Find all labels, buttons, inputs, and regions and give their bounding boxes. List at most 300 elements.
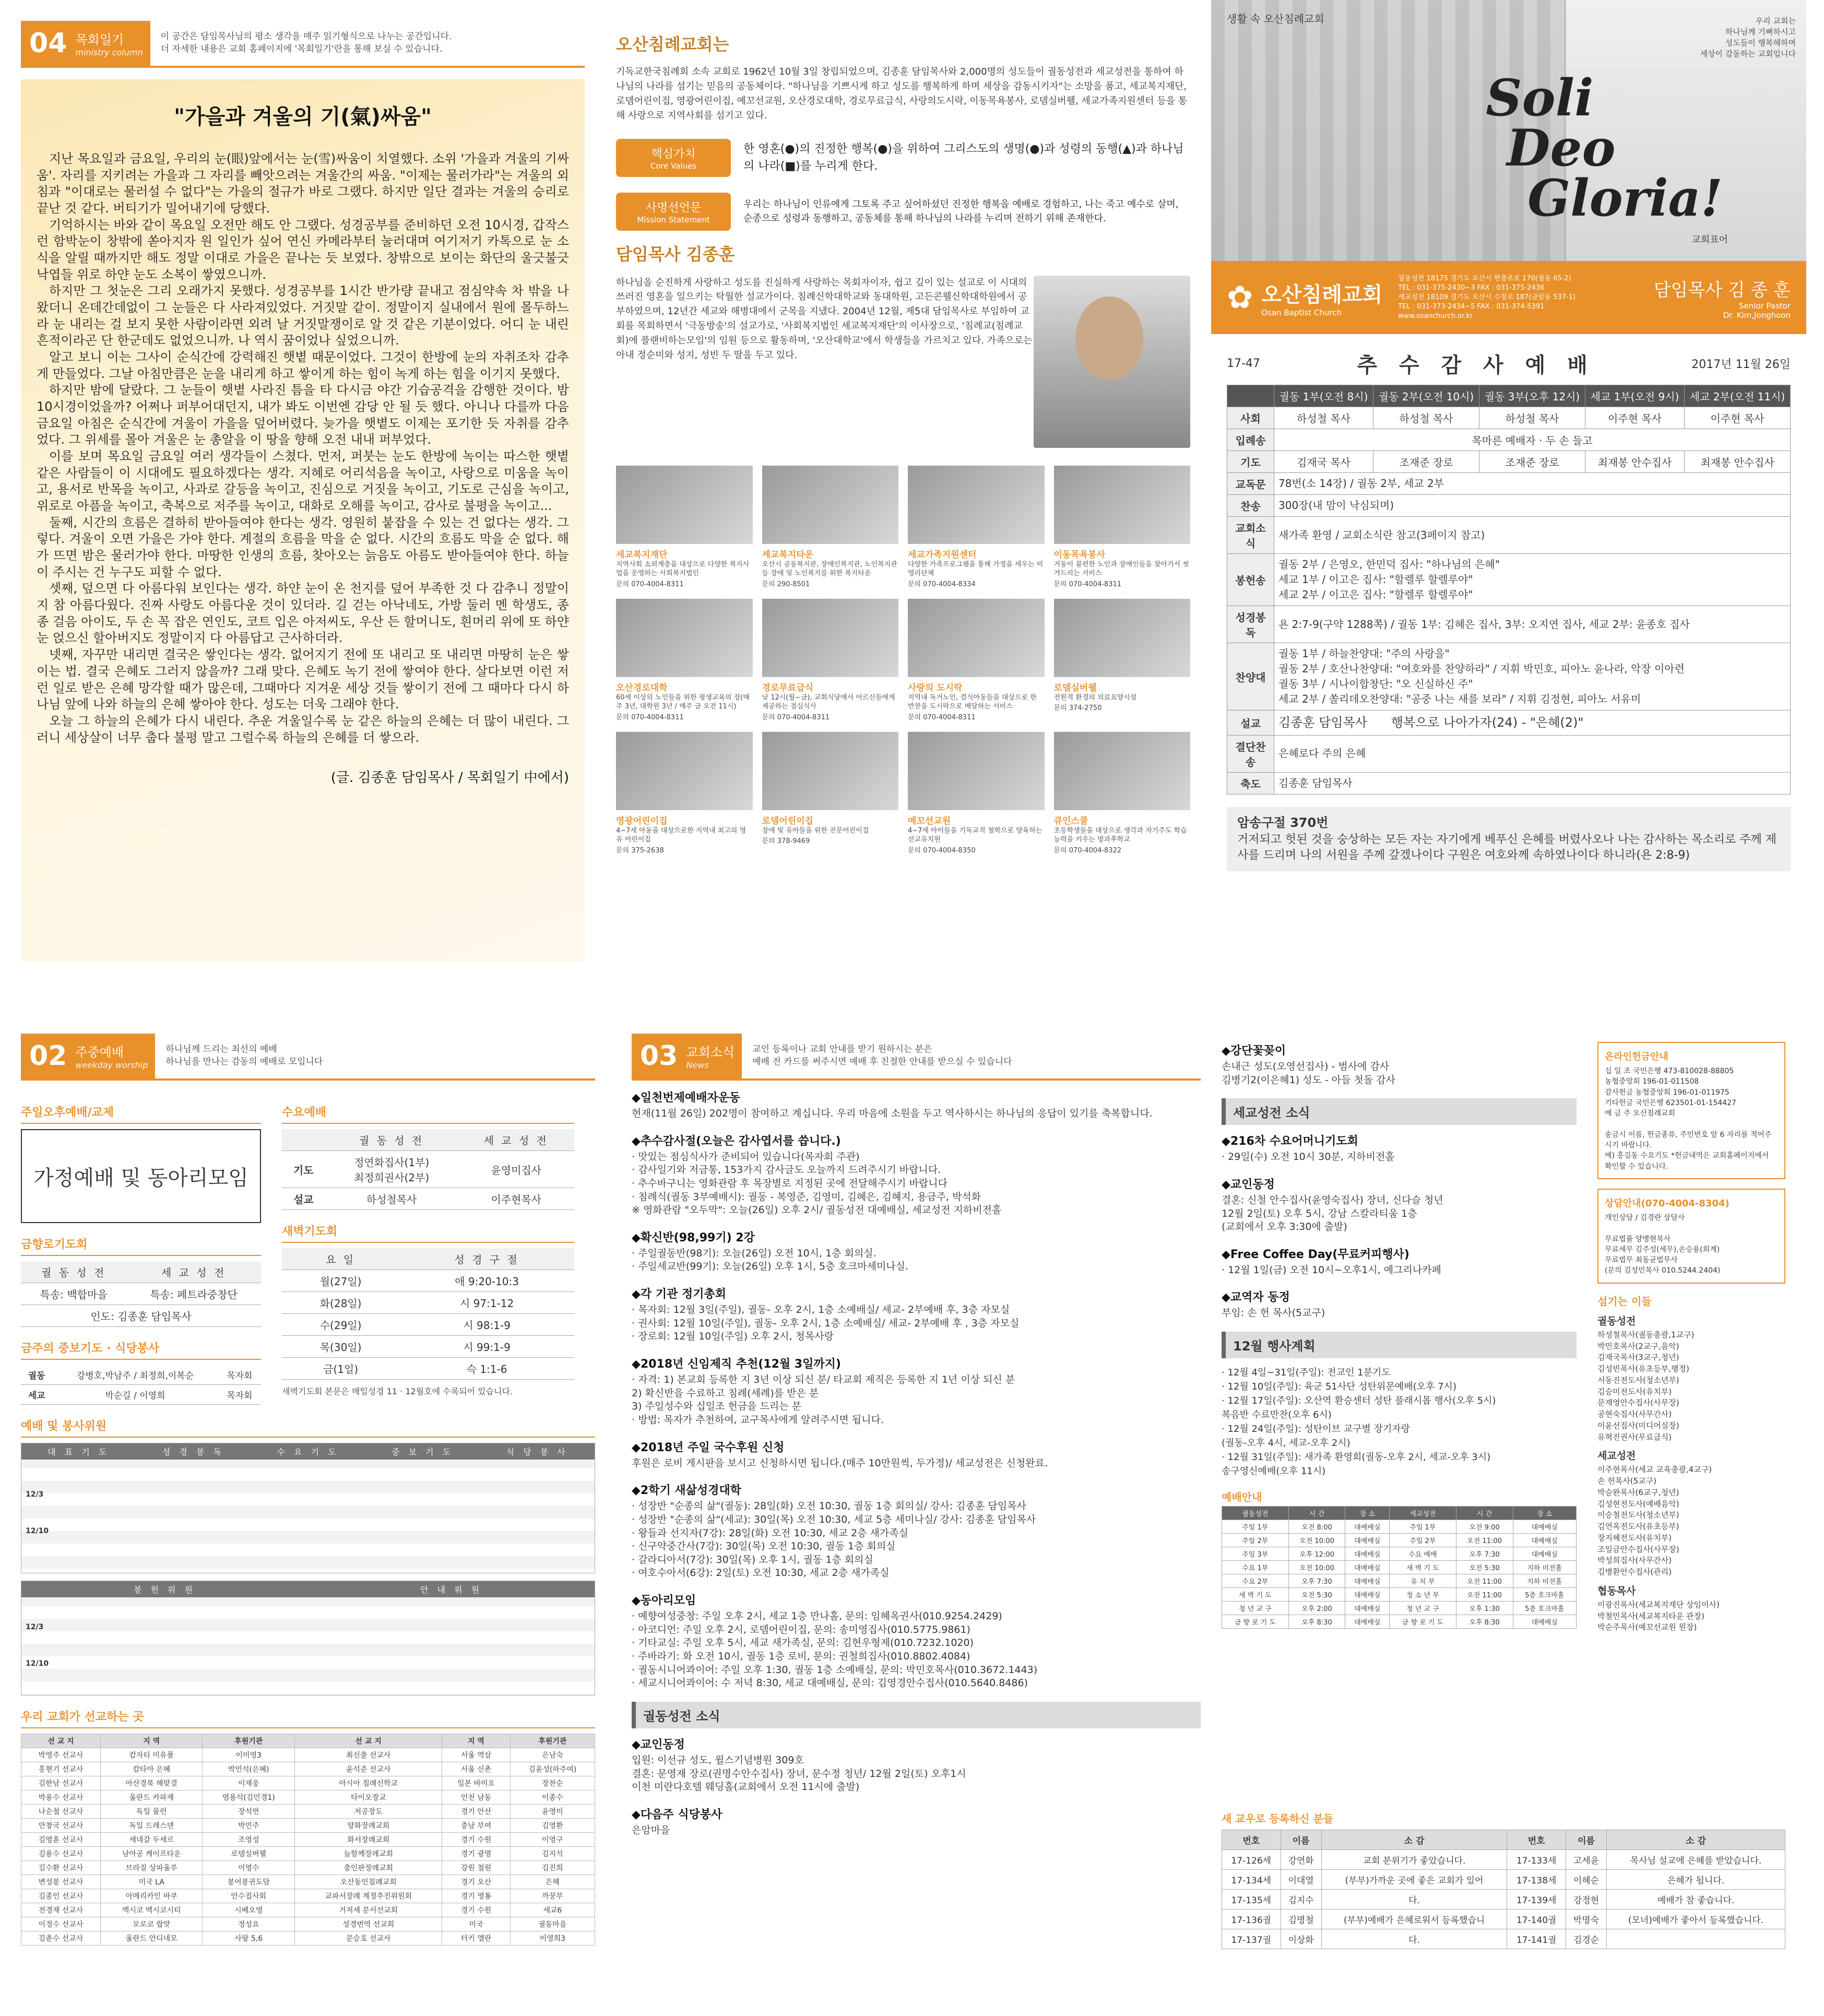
registration-section xyxy=(1222,1806,1785,1949)
ministry-photo xyxy=(908,599,1045,677)
section-title xyxy=(75,21,150,67)
ministry-card xyxy=(616,599,753,721)
table-row xyxy=(21,1931,595,1946)
table-header: 지 역 xyxy=(442,1734,510,1748)
table-row xyxy=(21,1903,595,1917)
table-row xyxy=(1227,517,1791,554)
core-values-row xyxy=(616,139,1190,177)
ministry-desc: 초등학생들을 대상으로 생각과 자기주도 학습능력을 키우는 방과후학교 xyxy=(1053,826,1187,844)
table-cell: 아시아 침례신학교 xyxy=(295,1776,442,1790)
table-cell: 궐동 1부 / 하늘찬양대: "주의 사랑을" 궐동 2부 / 호산나찬양대: "여호와를 찬양하라" / 지휘 박민호, 피아노 윤나라, 악장 이아련 궐동 3부 / 시나이합창단: "오 신실하신 주" 세교 2부 / 쏠리데오찬양대: "공중 나는 새를 보라" / 지휘 김정현, 피아노 서유미 xyxy=(1274,643,1791,710)
ministry-card xyxy=(616,732,753,855)
ministry-name: 이동목욕봉사 xyxy=(1053,549,1106,560)
section-description: 하나님께 드리는 최선의 예배 하나님을 만나는 감동의 예배로 모입니다 xyxy=(165,1044,323,1067)
table-cell: 나순철 선교사 xyxy=(21,1805,101,1819)
ministry-contact: 문의 070-4004-8311 xyxy=(616,713,684,721)
column-signature: (글. 김종훈 담임목사 / 목회일기 中에서) xyxy=(330,770,569,786)
table-cell: 오후 2:00 xyxy=(1288,1602,1345,1615)
table-cell: 오후 8:30 xyxy=(1456,1615,1513,1629)
news-item-text: · 목자회: 12월 3일(주일), 궐동- 오후 2시, 1층 소예배실/ 세교- 2부예배 후, 3층 자모실 · 권사회: 12월 10일(주일), 궐동- 오후 2시, 1층 소예배실/ 세교- 2부예배 후 , 3층 자모실 · 장로회: 12월 10일(주일) 오후 2시, 청목사랑 xyxy=(632,1304,1020,1343)
church-name-en: Osan Baptist Church xyxy=(1261,307,1342,317)
memory-verse-title: 암송구절 370번 xyxy=(1237,815,1329,830)
ministry-desc: 오산시 공동복지관, 장애인복지관, 노인복지관 등 장애 및 노인복지를 위한 복지타운 xyxy=(762,560,897,578)
servers-table xyxy=(21,1443,595,1573)
table-cell: 오전 5:30 xyxy=(1456,1561,1513,1574)
table-header: 안 내 위 원 xyxy=(420,1585,483,1595)
staff-coop-list: 이광진목사(세교복지재단 상임이사) 박철민목사(세교복지타운 관장) 박순주목사(예꼬선교원 원장) xyxy=(1597,1599,1720,1632)
table-row xyxy=(1222,1850,1785,1870)
motto-caption: 교회표어 xyxy=(1691,234,1728,245)
table-cell: 17-136궐 xyxy=(1222,1910,1281,1929)
table-cell: 성경번역 선교회 xyxy=(295,1917,442,1931)
news-item xyxy=(632,1439,1201,1471)
table-header: 지 역 xyxy=(100,1734,202,1748)
flower-items xyxy=(1222,1042,1577,1087)
table-cell: 전경재 선교사 xyxy=(21,1903,101,1917)
ministry-contact: 문의 378-9469 xyxy=(762,837,810,846)
ministry-photo xyxy=(1054,732,1191,810)
registration-table xyxy=(1222,1830,1785,1949)
table-cell: 5층 호크마홀 xyxy=(1513,1588,1577,1602)
table-row xyxy=(21,1790,595,1805)
table-header: 이름 xyxy=(1566,1830,1606,1850)
table-cell: 17-134세 xyxy=(1222,1870,1281,1890)
ministry-contact: 문의 374-2750 xyxy=(1053,704,1102,713)
table-cell: 이상화 xyxy=(1281,1929,1321,1949)
table-cell: 오전 11:00 xyxy=(1456,1534,1513,1547)
news-item-title: ◆216차 수요어머니기도회 xyxy=(1222,1135,1358,1148)
table-header xyxy=(282,1129,325,1151)
table-header: 번호 xyxy=(1222,1830,1281,1850)
schedule-heading: 예배안내 xyxy=(1222,1491,1262,1504)
table-header: 소 감 xyxy=(1321,1830,1507,1850)
table-cell: 17-141궐 xyxy=(1507,1929,1566,1949)
ministry-name: 세교복지타운 xyxy=(762,549,814,560)
church-motto xyxy=(1486,68,1723,228)
table-cell: 궐동마을 xyxy=(510,1917,595,1931)
page-header xyxy=(632,1034,1201,1081)
table-header: 선 교 지 xyxy=(295,1734,442,1748)
ministry-contact: 문의 070-4004-8311 xyxy=(1053,580,1122,588)
ministry-photo xyxy=(1054,466,1191,544)
gwol-news-items xyxy=(632,1736,1201,1837)
table-cell: 대예배실 xyxy=(1513,1547,1577,1561)
section-title xyxy=(75,1034,155,1080)
table-cell: 대예배실 xyxy=(1345,1547,1390,1561)
table-row xyxy=(1222,1588,1577,1602)
table-header: 궐 동 성 전 xyxy=(21,1261,126,1283)
table-cell: 주일 2부 xyxy=(1390,1534,1456,1547)
table-cell: (부부)가까운 곳에 좋은 교회가 있어 xyxy=(1321,1870,1507,1890)
staff-heading: 섬기는 이들 xyxy=(1597,1295,1652,1308)
table-cell: 17-138세 xyxy=(1507,1870,1566,1890)
ministry-column-page xyxy=(21,21,585,976)
news-item-text: · 주일궐동반(98기): 오늘(26일) 오전 10시, 1층 회의실. · 주일세교반(99기): 오늘(26일) 오후 1시, 5층 호크마세미나실. xyxy=(632,1247,909,1273)
table-row xyxy=(1227,643,1791,710)
table-cell: 김영훈 선교사 xyxy=(21,1833,101,1847)
table-header: 번호 xyxy=(1507,1830,1566,1850)
table-cell: 17-135세 xyxy=(1222,1890,1281,1910)
table-cell: 세교6 xyxy=(510,1903,595,1917)
table-cell: 김한남 선교사 xyxy=(21,1776,101,1790)
news-item-title: ◆동아리모임 xyxy=(632,1594,696,1608)
table-header: 궐동 2부(오전 10시) xyxy=(1373,385,1479,407)
table-row xyxy=(1227,772,1791,794)
sunday-box: 가정예배 및 동아리모임 xyxy=(21,1129,261,1223)
table-cell: 화(28일) xyxy=(282,1292,399,1314)
table-cell: 17-140궐 xyxy=(1507,1910,1566,1929)
servers-header xyxy=(21,1443,595,1460)
memory-verse xyxy=(1227,807,1791,871)
row-label: 교독문 xyxy=(1227,473,1274,495)
mission-table xyxy=(21,1734,595,1946)
table-cell: 사랑 5,6 xyxy=(203,1931,295,1946)
ministry-name: 로뎀실버웰 xyxy=(1053,682,1097,693)
ministry-photo xyxy=(616,599,753,677)
worship-left xyxy=(21,1091,261,1405)
table-cell: 박민주 xyxy=(203,1819,295,1833)
table-cell: 멕시코 멕시코시티 xyxy=(100,1903,202,1917)
staff-sego-list: 이주현목사(세교 교육총괄,4교구) 손 헌목사(5교구) 박승완목사(6교구,청년) 김성현전도사(예배음악) 이승철전도사(청소년부) 김연옥전도사(유초등부) 장지혜전도사(유치부) 조일금안수집사(사무장) 박성희집사(사무간사) 김병환안수집사(관리) xyxy=(1597,1465,1712,1576)
friday-table xyxy=(21,1261,261,1327)
table-cell: 김명철 xyxy=(1281,1910,1321,1929)
ministry-name: 세교복지재단 xyxy=(616,549,668,560)
news-item-text: 결혼: 신철 안수집사(윤영숙집사) 장녀, 신다슬 청년 12월 2일(토) 오후 5시, 강남 스칼라티움 1층 (교회에서 오후 3:30에 출발) xyxy=(1222,1194,1443,1233)
table-cell: 다. xyxy=(1321,1890,1507,1910)
table-cell: 오후 1:30 xyxy=(1456,1602,1513,1615)
ministry-photo xyxy=(762,599,899,677)
service-date: 2017년 11월 26일 xyxy=(1691,358,1791,371)
table-cell: 윤석준 선교사 xyxy=(295,1762,442,1776)
dawn-table xyxy=(282,1248,574,1380)
table-cell: 아메리카인 바쿠 xyxy=(100,1889,202,1903)
table-cell: 대예배실 xyxy=(1513,1534,1577,1547)
table-cell: 목(30일) xyxy=(282,1336,399,1358)
table-header: 대 표 기 도 xyxy=(48,1447,110,1457)
news-item-title: ◆각 기관 정기총회 xyxy=(632,1288,727,1301)
core-values-label xyxy=(616,139,731,177)
ministry-photo xyxy=(1054,599,1191,677)
table-row xyxy=(1222,1615,1577,1629)
table-cell: 최재봉 안수집사 xyxy=(1585,451,1684,473)
table-cell: 서울 역삼 xyxy=(442,1748,510,1762)
news-item-title: ◆Free Coffee Day(무료커피행사) xyxy=(1222,1248,1410,1261)
table-cell: (부부)예배가 은혜로워서 등록했습니 xyxy=(1321,1910,1507,1929)
table-row xyxy=(282,1270,574,1292)
mission-row xyxy=(616,193,1190,231)
sego-news-heading: 세교성전 소식 xyxy=(1222,1098,1577,1125)
row-label: 결단찬송 xyxy=(1227,735,1274,772)
table-cell: 오전 9:00 xyxy=(1456,1520,1513,1534)
table-cell: 조재준 장로 xyxy=(1373,451,1479,473)
column-paragraph: 둘째, 시간의 흐름은 결하히 받아들여야 한다는 생각. 영원히 붙잡을 수 있는 건 없다는 생각. 그렇다. 겨울이 오면 가을은 가야 한다. 계절의 흐름을 막을 순 없다. 시간의 흐름도 막을 순 없다. 해가 뜨면 밤은 물러가야 한다. 마땅한 인생의 흐름, 찾아오는 늙음도 아름도 받아들여야 한다. 하늘이 주시는 건 누구도 피할 수 없다. xyxy=(37,515,569,579)
counseling-text: 개인상담 / 김경란 상담사 무료법률 양병현목사 무료세무 김주성(세무),손승용(회계) 무료법무 최동균법무사 (문의 김성민목사 010.5244.2404) xyxy=(1605,1213,1721,1275)
memory-verse-text: 거저되고 헛된 것을 숭상하는 모든 자는 자기에게 베푸신 은혜를 버렸사오나 나는 감사하는 목소리로 주께 제사를 드리며 나의 서원을 주께 갚겠나이다 구원은 여호와께 속하였나이다 하니라(욘 2:8-9) xyxy=(1237,833,1776,862)
table-cell: 슥 1:1-6 xyxy=(399,1358,574,1380)
online-offering-text: 십 일 조 국민은행 473-810028-88805 농협중앙회 196-01-011508 감사헌금 농협중앙회 196-01-011975 기타헌금 국민은행 623501-01-154427 예 금 주 오산침례교회 송금시 이름, 헌금종류, 주민번호 앞 6 자리를 적어주시기 바랍니다. 예) 홍길동 수요기도 *헌금내역은 교회홈페이지에서 확인할 수 있습니다. xyxy=(1605,1067,1772,1171)
service-title: 추 수 감 사 예 배 xyxy=(1357,353,1595,377)
table-header: 장 소 xyxy=(1513,1507,1577,1520)
table-cell: 박민석(은혜) xyxy=(203,1762,295,1776)
table-cell: 캄자티 미유폴 xyxy=(100,1748,202,1762)
motto-line: Gloria! xyxy=(1527,169,1723,228)
dawn-note: 새벽기도회 본문은 매일성경 11 · 12월호에 수록되어 있습니다. xyxy=(282,1386,513,1396)
table-cell: 욘 2:7-9(구약 1288쪽) / 궐동 1부: 김혜은 집사, 3부: 오지연 집사, 세교 2부: 윤종호 집사 xyxy=(1274,606,1791,643)
row-label: 기도 xyxy=(1227,451,1274,473)
news-item xyxy=(632,1481,1201,1580)
table-cell: 김지수 xyxy=(1281,1890,1321,1910)
table-cell: 김지석 xyxy=(510,1847,595,1861)
table-row xyxy=(1222,1520,1577,1534)
ministry-card xyxy=(908,732,1045,855)
ministry-card xyxy=(762,466,899,588)
row-label: 찬양대 xyxy=(1227,643,1274,710)
news-item xyxy=(632,1592,1201,1690)
news-sidebar xyxy=(1597,1042,1785,1849)
table-cell: 세교 xyxy=(21,1385,52,1405)
counseling-heading: 상담안내(070-4004-8304) xyxy=(1605,1197,1730,1209)
ministry-desc: 낮 12시(월~금), 교회식당에서 어르신들에게 제공하는 점심식사 xyxy=(762,693,895,711)
table-cell: 강병호,박남주 / 최정희,이복순 xyxy=(52,1365,218,1385)
ministry-contact: 문의 290-8501 xyxy=(762,580,810,588)
table-row xyxy=(1222,1929,1785,1949)
ministry-desc: 4~7세 아동을 대상으로한 지역내 최고의 영유 어린이집 xyxy=(616,826,747,844)
table-cell: 교회 분위기가 좋았습니다. xyxy=(1321,1850,1507,1870)
table-cell: 금(1일) xyxy=(282,1358,399,1380)
ministry-desc: 지역내 독거노인, 결식아동들을 대상으로 한 반찬을 도시락으로 배달하는 서비스 xyxy=(908,693,1037,711)
staff-gwol-heading: 궐동성전 xyxy=(1597,1315,1636,1327)
december-events: · 12월 4일~31일(주일): 전교인 1분기도 · 12월 10일(주일): 육군 51사단 성탄위문예배(오후 7시) · 12월 17일(주일): 오산역 환승센터 성탄 플래시몹 행사(오후 5시) 복음반 수료만찬(오후 6시) · 12월 24일(주일): 성탄이브 교구별 장기자랑 (궐동-오후 4시, 세교-오후 2시) · 12월 31일(주일): 새가족 환영회(궐동-오후 2시, 세교-오후 3시) 송구영신예배(오후 11시) xyxy=(1222,1367,1496,1477)
table-cell: 경기 수원 xyxy=(442,1833,510,1847)
table-row xyxy=(21,1365,261,1385)
pastor-photo xyxy=(1034,276,1190,448)
ministry-contact: 문의 070-4004-8350 xyxy=(908,846,976,855)
table-cell: 김수환 선교사 xyxy=(21,1861,101,1875)
table-cell: 오후 7:30 xyxy=(1456,1547,1513,1561)
table-header: 세교 1부(오전 9시) xyxy=(1585,385,1684,407)
section-title-en: News xyxy=(686,1060,709,1070)
church-address: 궐동성전 18175 경기도 오산시 현충로로 170(궐동 65-2) TEL : 031-375-2430~3 FAX : 031-375-2436 세교성전 18109 경기도 오산시 수청로 187(금암동 537-1) TEL : 031-373-2434~5 FAX : 031-374-5391 www.osanchurch.or.kr xyxy=(1398,274,1576,321)
table-cell: 오전 11:00 xyxy=(1456,1574,1513,1588)
news-item-title: ◆확신반(98,99기) 2강 xyxy=(632,1231,755,1244)
table-cell: 저공장도 xyxy=(295,1805,442,1819)
ministry-desc: 4~7세 아이들을 기독교적 철학으로 양육하는 선교유치원 xyxy=(908,826,1043,844)
table-cell: 은남숙 xyxy=(510,1748,595,1762)
core-values-label-ko: 핵심가치 xyxy=(651,147,696,161)
table-row xyxy=(21,1805,595,1819)
worship-top-row xyxy=(21,1091,595,1405)
table-cell: 새가족 환영 / 교회소식란 참고(3페이지 참고) xyxy=(1274,517,1791,554)
ministry-contact: 문의 375-2638 xyxy=(616,846,664,855)
table-header: 세교성전 xyxy=(1390,1507,1456,1520)
weekly-table xyxy=(21,1365,261,1405)
online-offering-box xyxy=(1597,1042,1785,1179)
table-header: 세교 2부(오전 11시) xyxy=(1685,385,1791,407)
table-row xyxy=(1222,1602,1577,1615)
table-row xyxy=(282,1314,574,1336)
table-header: 수 요 기 도 xyxy=(277,1447,339,1457)
ministry-name: 영광어린이집 xyxy=(616,815,668,826)
table-cell: 김진희 xyxy=(510,1861,595,1875)
table-cell: 오후 12:00 xyxy=(1288,1547,1345,1561)
news-item-title: ◆2018년 신임제직 추천(12월 3일까지) xyxy=(632,1358,841,1371)
ministry-desc: 지역사회 소외계층을 대상으로 다양한 복지사업을 운영하는 사회복지법인 xyxy=(616,560,750,578)
schedule-table xyxy=(1222,1506,1577,1629)
table-row xyxy=(1222,1534,1577,1547)
news-item xyxy=(1222,1176,1577,1234)
table-cell: 17-126세 xyxy=(1222,1850,1281,1870)
table-cell: 양화장례교회 xyxy=(295,1819,442,1833)
table-cell: 홍현기 선교사 xyxy=(21,1762,101,1776)
table-header: 궐동 1부(오전 8시) xyxy=(1274,385,1373,407)
table-cell: 일본 바미오 xyxy=(442,1776,510,1790)
table-row xyxy=(21,1861,595,1875)
table-cell: 이주현목사 xyxy=(458,1188,574,1210)
page-number: 02 xyxy=(21,1034,75,1080)
table-cell: 주일 1부 xyxy=(1390,1520,1456,1534)
table-row xyxy=(1222,1561,1577,1574)
ministry-card xyxy=(1054,466,1191,588)
table-header: 궐동성전 xyxy=(1222,1507,1289,1520)
table-cell: 대예배실 xyxy=(1513,1615,1577,1629)
table-cell: 대예배실 xyxy=(1345,1588,1390,1602)
table-cell: 지하 비전홀 xyxy=(1513,1561,1577,1574)
row-label: 입례송 xyxy=(1227,429,1274,451)
table-cell: 윤영미 xyxy=(510,1805,595,1819)
cover-page xyxy=(1211,0,1806,971)
table-cell: 수요 2부 xyxy=(1222,1574,1289,1588)
table-header: 요 일 xyxy=(282,1248,399,1270)
church-intro-page xyxy=(616,21,1190,976)
motto-line: Soli xyxy=(1486,68,1594,127)
table-row xyxy=(21,1889,595,1903)
table-cell: 지하 비전홀 xyxy=(1513,1574,1577,1588)
gwol-news-heading: 궐동성전 소식 xyxy=(632,1702,1201,1728)
weekly-heading: 금주의 중보기도 · 식당봉사 xyxy=(21,1336,261,1360)
page-header xyxy=(21,1034,595,1081)
news-item-text: · 29일(수) 오전 10시 30분, 지하비전홀 xyxy=(1222,1151,1395,1163)
table-row xyxy=(21,1385,261,1405)
table-cell: 오후 7:30 xyxy=(1288,1574,1345,1588)
ministry-photo xyxy=(908,732,1045,810)
news-item xyxy=(632,1355,1201,1427)
table-row xyxy=(21,1283,261,1305)
table-cell: 강정현 xyxy=(1566,1890,1606,1910)
table-cell: 이대열 xyxy=(1281,1870,1321,1890)
table-cell: 터키 앨란 xyxy=(442,1931,510,1946)
table-cell: 이정수 선교사 xyxy=(21,1917,101,1931)
ministry-contact: 문의 070-4004-8322 xyxy=(1053,846,1122,855)
table-cell: 정성요 xyxy=(203,1917,295,1931)
sunday-heading: 주일오후예배/교제 xyxy=(21,1100,261,1124)
table-cell: 김경순 xyxy=(1566,1929,1606,1949)
church-name xyxy=(1261,278,1382,317)
table-cell: 거저세 문서선교회 xyxy=(295,1903,442,1917)
table-cell: 17-139세 xyxy=(1507,1890,1566,1910)
table-cell: 인도: 김종훈 담임목사 xyxy=(21,1305,261,1327)
news-item-title: ◆일천번제예배자운동 xyxy=(632,1092,741,1105)
table-cell: 이주현 목사 xyxy=(1685,407,1791,429)
senior-pastor-name: 담임목사 김 종 훈 xyxy=(1653,279,1791,301)
ministry-desc: 전원적 환경의 의료요양시설 xyxy=(1053,693,1137,702)
table-cell: 윤영미집사 xyxy=(458,1151,574,1188)
cover-verse: 우리 교회는 하나님께 기뻐하시고 성도들이 행복해하며 세상이 감동하는 교회입니다 xyxy=(1700,16,1796,58)
table-cell: 강원 철원 xyxy=(442,1861,510,1875)
news-item-title: ◆강단꽃꽂이 xyxy=(1222,1045,1286,1058)
table-cell: 목자회 xyxy=(218,1385,261,1405)
page-header xyxy=(21,21,585,68)
ministry-name: 경로무료급식 xyxy=(762,682,814,693)
table-cell: 78번(소 14장) / 궐동 2부, 세교 2부 xyxy=(1274,473,1791,495)
news-item-text: 은암마을 xyxy=(632,1824,670,1836)
table-cell: 이영희3 xyxy=(510,1931,595,1946)
table-cell: 하성철 목사 xyxy=(1479,407,1585,429)
ministry-contact: 문의 070-4004-8311 xyxy=(908,713,976,721)
ministry-card xyxy=(762,732,899,855)
table-cell: 주일 2부 xyxy=(1222,1534,1289,1547)
table-row xyxy=(21,1833,595,1847)
table-cell: 17-137궐 xyxy=(1222,1929,1281,1949)
news-item xyxy=(1222,1132,1577,1164)
counseling-box xyxy=(1597,1189,1785,1284)
table-cell: 김종훈 담임목사 xyxy=(1274,772,1791,794)
ushers-table xyxy=(21,1581,595,1695)
table-cell: 이영구 xyxy=(510,1833,595,1847)
worship-right xyxy=(282,1091,574,1405)
table-header: 장 소 xyxy=(1345,1507,1390,1520)
table-cell: 이영수 xyxy=(203,1861,295,1875)
table-cell: 오전 11:00 xyxy=(1456,1588,1513,1602)
table-cell: 독일 드레스덴 xyxy=(100,1819,202,1833)
table-cell: 하성철목사 xyxy=(325,1188,458,1210)
table-cell: 인천 남동 xyxy=(442,1790,510,1805)
table-cell: 은혜 xyxy=(510,1875,595,1889)
table-cell xyxy=(1607,1929,1785,1949)
table-row xyxy=(21,1305,261,1327)
column-paragraph: 오늘 그 하늘의 은혜가 다시 내린다. 추운 겨울일수록 눈 같은 하늘의 은혜는 더 많이 내린다. 그러니 세상살이 너무 춥다 불평 말고 그럴수록 하늘의 은혜를 더 쌓으라. xyxy=(37,713,569,745)
wednesday-table xyxy=(282,1129,574,1210)
table-cell: 금 향 로 기 도 xyxy=(1222,1615,1289,1629)
column-paragraph: 기억하시는 바와 같이 목요일 오전만 해도 안 그랬다. 성경공부를 준비하던 오전 10시경, 갑작스런 함박눈이 창밖에 쏟아지자 원 일인가 싶어 연신 카메라부터 눌러대며 여기저기 카톡으로 눈 소식을 알릴 때까지만 해도 정말 이대로 가을은 끝나는 듯 보였다. 창밖으로 보이는 화단의 울긋불긋 낙엽들 위로 하얀 눈도 소복이 쌓였으니까. xyxy=(37,217,569,282)
news-items xyxy=(632,1089,1201,1690)
news-item xyxy=(1222,1246,1577,1277)
table-row xyxy=(1222,1910,1785,1929)
table-header: 세 교 성 전 xyxy=(126,1261,261,1283)
table-row xyxy=(282,1358,574,1380)
row-date: 12/10 xyxy=(26,1659,49,1668)
church-name-ko: 오산침례교회 xyxy=(1261,282,1383,307)
table-cell: 김용수 선교사 xyxy=(21,1847,101,1861)
table-row xyxy=(1227,429,1791,451)
table-cell: 청 소 년 부 xyxy=(1390,1588,1456,1602)
table-cell: 미국 LA xyxy=(100,1875,202,1889)
table-cell: 대예배실 xyxy=(1345,1615,1390,1629)
table-cell: 하성철 목사 xyxy=(1274,407,1373,429)
table-row xyxy=(21,1762,595,1776)
ministry-card xyxy=(1054,732,1191,855)
table-cell: 변성봉 선교사 xyxy=(21,1875,101,1889)
table-header: 성 경 봉 독 xyxy=(162,1447,224,1457)
core-values-label-en: Core Values xyxy=(650,161,697,171)
table-header: 세 교 성 전 xyxy=(458,1129,574,1151)
news-item-text: · 성장반 "순종의 삶"(궐동): 28일(화) 오전 10:30, 궐동 1층 회의실/ 강사: 김종훈 담임목사 · 성장반 "순종의 삶"(세교): 30일(목) 오전 10:30, 세교 5층 세미나실/ 강사: 김종훈 담임목사 · 왕들과 선지자(7강): 28일(화) 오전 10:30, 세교 2층 새가족실 · 신구약중간사(7강): 30일(목) 오전 10:30, 궐동 1층 회의실 · 갈라디아서(7강): 30일(목) 오후 1시, 궐동 1층 회의실 · 여호수아서(6강): 2일(토) 오전 10:30, 세교 2층 새가족실 xyxy=(632,1500,1036,1579)
ministry-photo xyxy=(908,466,1045,544)
news-item xyxy=(632,1229,1201,1274)
ministry-name: 사랑의 도시락 xyxy=(908,682,963,693)
ministry-photo xyxy=(762,732,899,810)
column-paragraph: 하지만 밤에 달랐다. 그 눈들이 햇볕 사라진 틈을 타 다시금 야간 기습공격을 감행한 것이다. 밤10시경이었을까? 어쩌나 퍼부어대던지, 내가 봐도 이번엔 감당 안 될 듯 했다. 아니나 다를까 다음 금요일 아침은 순식간에 겨울이 가을을 덮어버렸다. 늦가을 햇볕도 이제는 포기한 듯 자취를 감추었다. 그 위세를 몰아 겨울은 눈 총알을 이 땅을 향해 오전 내내 퍼부었다. xyxy=(37,383,569,447)
ministry-contact: 문의 070-4004-8311 xyxy=(762,713,830,721)
